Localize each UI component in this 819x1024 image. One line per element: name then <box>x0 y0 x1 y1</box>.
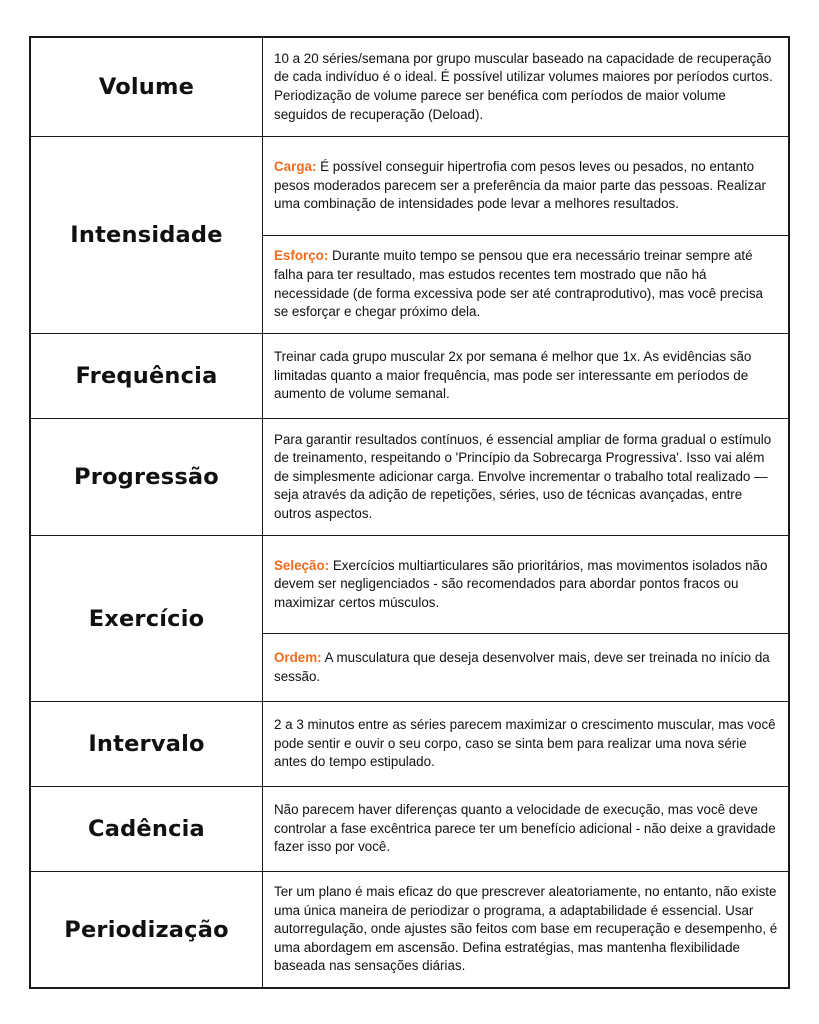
description-text: Exercícios multiarticulares são prioritários, mas movimentos isolados não devem ser negligenciados - são recomendados para abordar pontos fracos ou maximizar certos músculos. <box>274 557 768 610</box>
row-label: Progressão <box>74 464 219 490</box>
label-cell <box>31 334 263 418</box>
description-text: A musculatura que deseja desenvolver mais, deve ser treinada no início da sessão. <box>274 649 770 684</box>
table-row-frequencia <box>31 333 788 418</box>
row-label: Exercício <box>88 605 205 632</box>
table-row-intensidade <box>31 136 788 333</box>
row-label: Volume <box>98 74 195 100</box>
content-cell-esforco <box>263 235 788 333</box>
content-column <box>263 702 788 786</box>
content-column <box>263 787 788 871</box>
content-cell <box>263 38 788 136</box>
content-cell <box>263 419 788 535</box>
description-text: Para garantir resultados contínuos, é essencial ampliar de forma gradual o estímulo de treinamento, respeitando o 'Princípio da Sobrecarga Progressiva'. Isso vai além de simplesmente adicionar carga. Envolve incrementar o trabalho total realizado — seja através da adição de repetições, séries, uso de técnicas avançadas, entre outros aspectos. <box>274 431 772 521</box>
content-cell-selecao <box>263 536 788 633</box>
label-cell <box>31 702 263 786</box>
content-column <box>263 419 788 535</box>
table-row-intervalo <box>31 701 788 786</box>
description-text: 10 a 20 séries/semana por grupo muscular baseado na capacidade de recuperação de cada indivíduo é o ideal. É possível utilizar volumes maiores por períodos curtos. Periodização de volume parece ser benéfica com períodos de maior volume seguidos de recuperação (Deload). <box>274 50 773 122</box>
content-cell-carga <box>263 137 788 235</box>
row-label: Frequência <box>75 363 218 389</box>
label-cell <box>31 38 263 136</box>
content-cell <box>263 334 788 418</box>
content-cell <box>263 787 788 871</box>
table-row-periodizacao <box>31 871 788 987</box>
row-label: Intervalo <box>88 731 205 757</box>
description-text: Durante muito tempo se pensou que era necessário treinar sempre até falha para ter resultado, mas estudos recentes tem mostrado que não há necessidade (de forma excessiva pode ser até contraprodutivo), mas você precisa se esforçar e chegar próximo dela. <box>274 248 764 320</box>
keyword-label: Seleção: <box>274 557 330 573</box>
table-row-progressao <box>31 418 788 535</box>
description-text: Ter um plano é mais eficaz do que prescrever aleatoriamente, no entanto, não existe uma única maneira de periodizar o programa, a adaptabilidade é essencial. Usar autorregulação, onde ajustes são feitos com base em recuperação e desempenho, é uma abordagem em ascensão. Defina estratégias, mas mantenha flexibilidade baseada nas sensações diárias. <box>274 884 778 974</box>
content-cell <box>263 702 788 786</box>
content-column <box>263 137 788 333</box>
row-label: Periodização <box>64 916 229 943</box>
keyword-label: Carga: <box>274 159 317 175</box>
label-cell <box>31 536 263 701</box>
content-column <box>263 334 788 418</box>
table-row-cadencia <box>31 786 788 871</box>
content-column <box>263 536 788 701</box>
description-text: Treinar cada grupo muscular 2x por semana é melhor que 1x. As evidências são limitadas quanto a maior frequência, mas pode ser interessante em períodos de aumento de volume semanal. <box>274 349 752 402</box>
description-text: 2 a 3 minutos entre as séries parecem maximizar o crescimento muscular, mas você pode sentir e ouvir o seu corpo, caso se sinta bem para realizar uma nova série antes do tempo estipulado. <box>274 717 776 770</box>
content-cell-ordem <box>263 633 788 701</box>
label-cell <box>31 787 263 871</box>
label-cell <box>31 872 263 987</box>
content-column <box>263 38 788 136</box>
table-row-exercicio <box>31 535 788 701</box>
row-label: Cadência <box>88 816 205 842</box>
content-cell <box>263 872 788 987</box>
row-label: Intensidade <box>70 222 223 248</box>
label-cell <box>31 137 263 333</box>
keyword-label: Ordem: <box>274 649 322 665</box>
training-guide-table <box>29 36 790 989</box>
keyword-label: Esforço: <box>274 248 329 264</box>
label-cell <box>31 419 263 535</box>
description-text: Não parecem haver diferenças quanto a velocidade de execução, mas você deve controlar a fase excêntrica parece ter um benefício adicional - não deixe a gravidade fazer isso por você. <box>274 802 776 855</box>
description-text: É possível conseguir hipertrofia com pesos leves ou pesados, no entanto pesos moderados parecem ser a preferência da maior parte das pessoas. Realizar uma combinação de intensidades pode levar a melhores resultados. <box>274 159 766 212</box>
content-column <box>263 872 788 987</box>
table-row-volume <box>31 38 788 136</box>
